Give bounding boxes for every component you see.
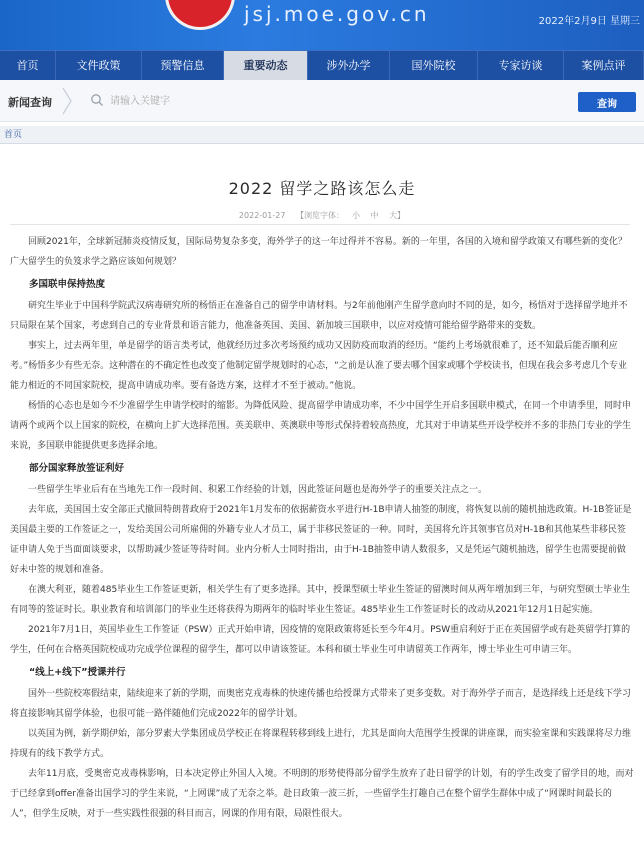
- section-heading: 多国联申保持热度: [29, 279, 106, 290]
- section-heading: 部分国家释放签证利好: [29, 463, 125, 474]
- article-paragraph: 杨悟的心态也是如今不少准留学生申请学校时的缩影。为降低风险、提高留学申请成功率，不少中国学生开启多国联申模式，在同一个申请季里，同时申请两个或两个以上国家的院校，在横向上扩大选择范围。英美联申、英澳联申等形式保持着较高热度，尤其对于申请某些开设学校并不多的非热门专业的学生来说，多国联申能提供更多选择余地。: [10, 401, 632, 451]
- breadcrumb[interactable]: [0, 126, 644, 144]
- site-domain: jsj.moe.gov.cn: [244, 2, 430, 26]
- site-banner: [0, 0, 644, 50]
- nav-item-5[interactable]: 国外院校: [390, 51, 478, 81]
- article-paragraph: 研究生毕业于中国科学院武汉病毒研究所的杨悟正在准备自己的留学申请材料。与2年前他刚产生留学意向时不同的是，如今，杨悟对于选择留学地并不只局限在某个国家，考虑到自己的专业背景和语言能力，他准备英国、美国、新加坡三国联申，以应对疫情可能给留学路带来的变数。: [10, 301, 628, 331]
- meta-divider: [10, 224, 630, 225]
- nav-item-6[interactable]: 专家访谈: [478, 51, 564, 81]
- search-button[interactable]: 查询: [578, 92, 636, 112]
- nav-item-0[interactable]: 首页: [0, 51, 56, 81]
- section-heading: “线上+线下”授课并行: [29, 667, 126, 678]
- article-paragraph: 以英国为例，新学期伊始，部分罗素大学集团成员学校正在将课程转移到线上进行，尤其是面向大范围学生授课的讲座课，而实验室课和实践课将尽力维持现有的线下教学方式。: [10, 729, 632, 759]
- nav-item-4[interactable]: 涉外办学: [308, 51, 390, 81]
- article: [0, 144, 644, 864]
- ministry-emblem-icon: [165, 0, 235, 30]
- article-paragraph: 2021年7月1日，英国毕业生工作签证（PSW）正式开始申请，因疫情的宽限政策将延长至今年4月。PSW重启利好于正在英国留学或有赴英留学打算的学生，任何在合格英国院校成功完成学位课程的留学生，都可以申请该签证。本科和硕士毕业生可申请留英工作两年，博士毕业生可申请三年。: [10, 625, 631, 655]
- font-size-medium-link[interactable]: 中: [370, 211, 379, 220]
- article-meta: [0, 210, 644, 221]
- font-size-large-link[interactable]: 大】: [389, 211, 406, 220]
- article-date: 2022-01-27: [238, 211, 286, 220]
- article-paragraph: 回顾2021年，全球新冠肺炎疫情反复，国际局势复杂多变，海外学子的这一年过得并不容易。新的一年里，各国的入境和留学政策又有哪些新的变化？广大留学生的负笈求学之路应该如何规划？: [10, 237, 627, 267]
- article-paragraph: 事实上，过去两年里，单是留学的语言类考试，他就经历过多次考场预约成功又因防疫而取消的经历。“能约上考场就很难了，还不知最后能否顺利应考。”杨悟多少有些无奈。这种潜在的不确定性也改变了他制定留学规划时的心态，“之前是认准了要去哪个国家或哪个学校读书，但现在我会多考虑几个专业能力相近的不同国家院校，提高申请成功率。要有备选方案，这样才不至于被动。”他说。: [10, 341, 627, 391]
- breadcrumb-home-link[interactable]: 首页: [4, 130, 23, 140]
- nav-item-1[interactable]: 文件政策: [56, 51, 142, 81]
- article-body: [10, 232, 634, 824]
- main-nav: [0, 50, 644, 80]
- article-paragraph: 在澳大利亚，随着485毕业生工作签证更新，相关学生有了更多选择。其中，授课型硕士毕业生签证的留澳时间从两年增加到三年，与研究型硕士毕业生有同等的签证时长。职业教育和培训部门的毕业生还将获得为期两年的临时毕业生签证。485毕业生工作签证时长的改动从2021年12月1日起实施。: [10, 585, 631, 615]
- article-title: 2022 留学之路该怎么走: [228, 179, 416, 198]
- font-size-small-link[interactable]: 小: [351, 211, 360, 220]
- nav-item-3[interactable]: 重要动态: [224, 51, 308, 81]
- news-search-bar: [0, 80, 644, 122]
- nav-item-2[interactable]: 预警信息: [142, 51, 224, 81]
- nav-item-7[interactable]: 案例点评: [564, 51, 644, 81]
- current-date: 2022年2月9日 星期三: [538, 16, 640, 27]
- article-paragraph: 去年11月底，受奥密克戎毒株影响，日本决定停止外国人入境。不明朗的形势使得部分留学生放弃了赴日留学的计划，有的学生改变了留学目的地，而对于已经拿到offer准备出国学习的学生来说，“上网课”成了无奈之举。赴日政策一波三折，一些留学生打趣自己在整个留学生群体中成了“网课时间最长的人”，但学生反映，对于一些实践性很强的科目而言，网课的作用有限，局限性很大。: [10, 769, 634, 819]
- news-search-title: 新闻查询: [8, 96, 52, 109]
- search-icon: [90, 93, 104, 107]
- search-input[interactable]: [110, 90, 570, 112]
- font-size-label: 【浏览字体：: [295, 211, 344, 220]
- article-paragraph: 去年底，美国国土安全部正式撤回特朗普政府于2021年1月发布的依据薪资水平进行H-1B申请人抽签的制度，将恢复以前的随机抽选政策。H-1B签证是美国最主要的工作签证之一，发给美国公司所雇佣的外籍专业人才员工，属于非移民签证的一种。同时，美国将允许其领事官员对H-1B和其他某些非移民签证申请人免于当面面谈要求，以帮助减少签证等待时间。业内分析人士同时指出，由于H-1B抽签申请人数很多，又是凭运气随机抽选，留学生也需要提前做好未中签的规划和准备。: [10, 505, 632, 575]
- article-paragraph: 一些留学生毕业后有在当地先工作一段时间、积累工作经验的计划，因此签证问题也是海外学子的重要关注点之一。: [28, 485, 488, 495]
- article-paragraph: 国外一些院校寒假结束，陆续迎来了新的学期，而奥密克戎毒株的快速传播也给授课方式带来了更多变数。对于海外学子而言，是选择线上还是线下学习将直接影响其留学体验，也很可能一路伴随他们完成2022年的留学计划。: [10, 689, 632, 719]
- chevron-right-icon: [60, 86, 74, 116]
